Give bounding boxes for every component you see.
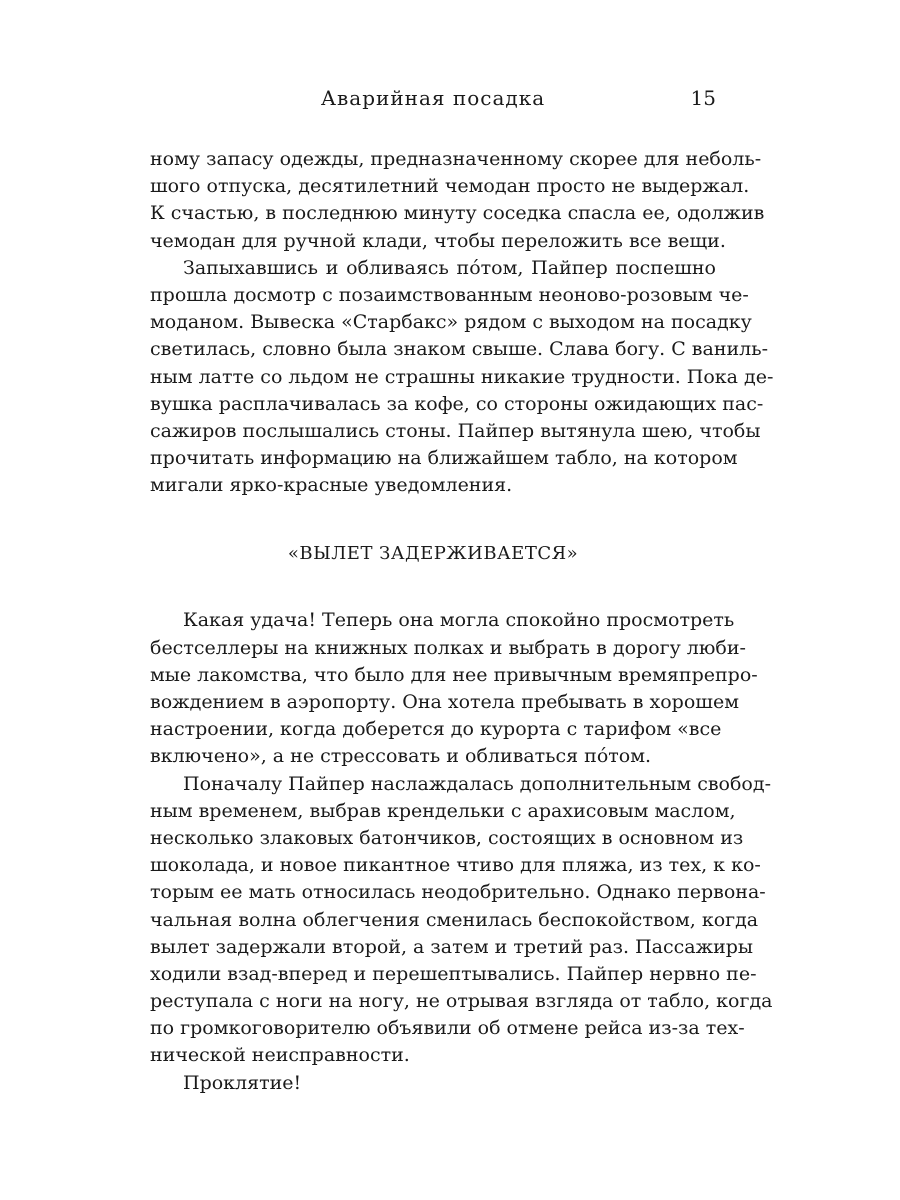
text-line: ному запасу одежды, предназначенному скорее для неболь- [150,148,762,170]
text-line: мигали ярко-красные уведомления. [150,474,513,497]
text-line: реступала с ноги на ногу, не отрывая взгляда от табло, когда [150,990,773,1013]
paragraph [150,146,765,255]
running-title: Аварийная посадка [320,86,546,110]
text-line: К счастью, в последнюю минуту соседка спасла ее, одолжив [150,202,765,225]
text-line: ходили взад-вперед и перешептывались. Пайпер нервно пе- [150,962,757,985]
page-number: 15 [690,86,716,110]
text-line: шоколада, и новое пикантное чтиво для пляжа, из тех, к ко- [150,854,761,877]
section-heading: «ВЫЛЕТ ЗАДЕРЖИВАЕТСЯ» [287,542,579,564]
body-text [150,146,774,1097]
text-line: торым ее мать относилась неодобрительно. Однако первона- [150,881,766,904]
text-line: по громкоговорителю объявили об отмене рейса из-за тех- [150,1017,745,1040]
text-line: бестселлеры на книжных полках и выбрать в дорогу люби- [150,636,746,659]
text-line: Какая удача! Теперь она могла спокойно просмотреть [183,609,735,632]
text-line: ным временем, выбрав крендельки с арахисовым маслом, [150,799,736,822]
section-heading-block [150,499,716,607]
text-line: шого отпуска, десятилетний чемодан просто не выдержал. [150,175,750,198]
text-line: мые лакомства, что было для нее привычным времяпрепро- [150,663,758,686]
text-line: вылет задержали второй, а затем и третий раз. Пассажиры [150,935,754,958]
paragraph [150,607,758,770]
text-line: вождением в аэропорту. Она хотела пребывать в хорошем [150,691,739,713]
text-line: Запыхавшись и обливаясь по́том, Пайпер поспешно [183,256,716,279]
text-line: прошла досмотр с позаимствованным неоново-розовым че- [150,283,749,306]
text-line: вушка расплачивалась за кофе, со стороны ожидающих пас- [150,392,764,415]
text-line: несколько злаковых батончиков, состоящих в основном из [150,826,744,849]
text-line: настроении, когда доберется до курорта с тарифом «все [150,718,722,741]
text-line: светилась, словно была знаком свыше. Слава богу. С ваниль- [150,338,768,361]
text-line: чемодан для ручной клади, чтобы переложить все вещи. [150,229,726,252]
text-line: Поначалу Пайпер наслаждалась дополнительным свобод- [183,772,771,795]
text-line: моданом. Вывеска «Старбакс» рядом с выходом на посадку [150,311,752,334]
paragraph [150,255,774,500]
paragraph [150,1070,716,1097]
text-line: сажиров послышались стоны. Пайпер вытянула шею, чтобы [150,419,761,442]
running-header [150,84,716,112]
text-line: ным латте со льдом не страшны никакие трудности. Пока де- [150,365,774,388]
text-line: чальная волна облегчения сменилась беспокойством, когда [150,908,759,931]
text-line: включено», а не стрессовать и обливаться по́том. [150,745,652,768]
text-line: нической неисправности. [150,1044,410,1067]
paragraph [150,771,773,1070]
text-line: прочитать информацию на ближайшем табло, на котором [150,447,738,470]
text-line: Проклятие! [183,1071,302,1094]
